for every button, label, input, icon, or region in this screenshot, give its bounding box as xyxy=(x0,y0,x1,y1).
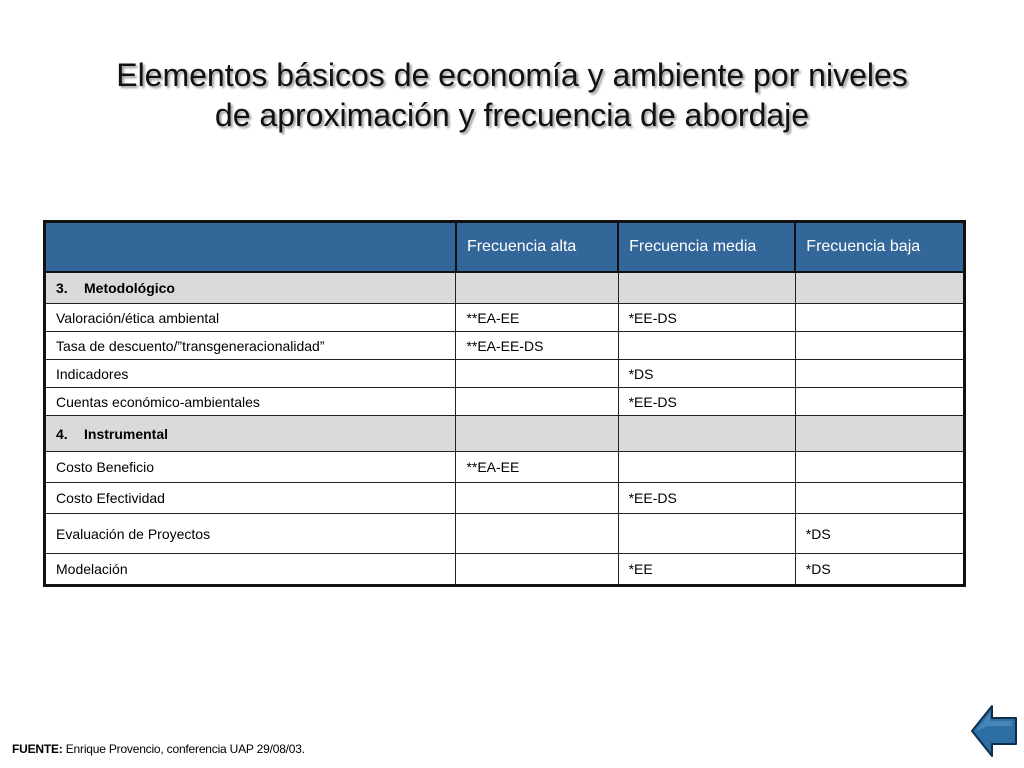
cell-frecuencia-media: *EE xyxy=(618,554,795,586)
source-footer xyxy=(12,742,305,756)
section-cell xyxy=(456,416,618,452)
cell-frecuencia-alta xyxy=(456,360,618,388)
row-label: Tasa de descuento/”transgeneracionalidad” xyxy=(45,332,456,360)
cell-frecuencia-baja: *DS xyxy=(795,554,964,586)
table-row xyxy=(45,483,965,514)
header-frecuencia-alta: Frecuencia alta xyxy=(456,222,618,273)
section-label xyxy=(45,416,456,452)
cell-frecuencia-baja xyxy=(795,483,964,514)
footer-label: FUENTE: xyxy=(12,742,63,756)
row-label: Cuentas económico-ambientales xyxy=(45,388,456,416)
cell-frecuencia-baja xyxy=(795,388,964,416)
section-title: Metodológico xyxy=(84,280,175,296)
row-label: Costo Beneficio xyxy=(45,452,456,483)
slide-title-line-1: Elementos básicos de economía y ambiente por niveles xyxy=(116,57,908,93)
slide-title-line-2: de aproximación y frecuencia de abordaje xyxy=(214,97,810,133)
table-row xyxy=(45,360,965,388)
cell-frecuencia-alta xyxy=(456,554,618,586)
section-cell xyxy=(456,272,618,304)
table-row xyxy=(45,514,965,554)
section-number: 4. xyxy=(56,425,68,442)
table-row xyxy=(45,332,965,360)
cell-frecuencia-media xyxy=(618,452,795,483)
row-label: Costo Efectividad xyxy=(45,483,456,514)
slide-title xyxy=(40,55,984,135)
cell-frecuencia-baja xyxy=(795,304,964,332)
table-row xyxy=(45,388,965,416)
cell-frecuencia-baja: *DS xyxy=(795,514,964,554)
header-frecuencia-media: Frecuencia media xyxy=(618,222,795,273)
section-cell xyxy=(618,416,795,452)
cell-frecuencia-alta: **EA-EE xyxy=(456,304,618,332)
section-cell xyxy=(618,272,795,304)
cell-frecuencia-media: *EE-DS xyxy=(618,388,795,416)
section-row-metodologico xyxy=(45,272,965,304)
row-label: Valoración/ética ambiental xyxy=(45,304,456,332)
cell-frecuencia-alta xyxy=(456,388,618,416)
cell-frecuencia-media: *EE-DS xyxy=(618,483,795,514)
frequency-table xyxy=(43,220,966,587)
back-button[interactable] xyxy=(970,704,1018,758)
cell-frecuencia-alta: **EA-EE-DS xyxy=(456,332,618,360)
header-frecuencia-baja: Frecuencia baja xyxy=(795,222,964,273)
table-row xyxy=(45,304,965,332)
cell-frecuencia-media xyxy=(618,514,795,554)
row-label: Evaluación de Proyectos xyxy=(45,514,456,554)
section-cell xyxy=(795,272,964,304)
cell-frecuencia-media xyxy=(618,332,795,360)
cell-frecuencia-baja xyxy=(795,360,964,388)
cell-frecuencia-media: *DS xyxy=(618,360,795,388)
cell-frecuencia-baja xyxy=(795,332,964,360)
table-row xyxy=(45,554,965,586)
table-row xyxy=(45,452,965,483)
cell-frecuencia-alta xyxy=(456,514,618,554)
section-row-instrumental xyxy=(45,416,965,452)
row-label: Indicadores xyxy=(45,360,456,388)
footer-text: Enrique Provencio, conferencia UAP 29/08/03. xyxy=(65,742,305,756)
section-label xyxy=(45,272,456,304)
cell-frecuencia-alta: **EA-EE xyxy=(456,452,618,483)
cell-frecuencia-media: *EE-DS xyxy=(618,304,795,332)
section-cell xyxy=(795,416,964,452)
left-arrow-icon xyxy=(970,704,1018,758)
section-title: Instrumental xyxy=(84,425,169,442)
section-number: 3. xyxy=(56,280,68,296)
header-cell-blank xyxy=(45,222,456,273)
row-label: Modelación xyxy=(45,554,456,586)
table-header-row xyxy=(45,222,965,273)
cell-frecuencia-alta xyxy=(456,483,618,514)
cell-frecuencia-baja xyxy=(795,452,964,483)
